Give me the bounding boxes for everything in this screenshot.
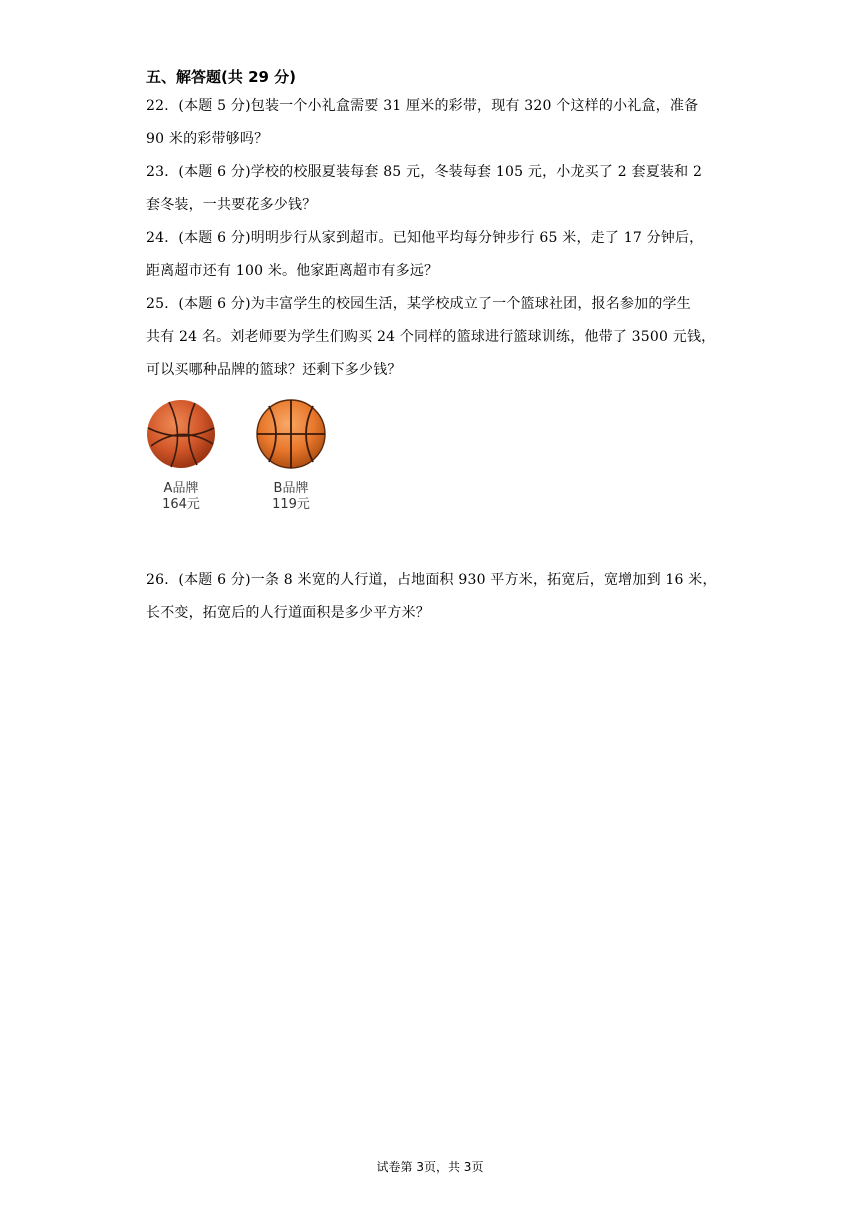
question-line: 长不变，拓宽后的人行道面积是多少平方米？ bbox=[146, 605, 430, 621]
question-24 bbox=[146, 222, 722, 288]
question-line: 24．(本题 6 分)明明步行从家到超市。已知他平均每分钟步行 65 米，走了 17 分钟后， bbox=[146, 230, 704, 246]
question-line: 可以买哪种品牌的篮球？还剩下多少钱？ bbox=[146, 362, 402, 378]
question-line: 距离超市还有 100 米。他家距离超市有多远？ bbox=[146, 263, 439, 279]
question-line: 套冬装，一共要花多少钱？ bbox=[146, 197, 317, 213]
question-line: 22．(本题 5 分)包装一个小礼盒需要 31 厘米的彩带，现有 320 个这样的小礼盒，准备 bbox=[146, 98, 699, 114]
question-26 bbox=[146, 564, 722, 630]
section-title: 五、解答题(共 29 分) bbox=[146, 68, 297, 86]
page-footer: 试卷第 3页，共 3页 bbox=[376, 1160, 484, 1174]
brand-a-price: 164元 bbox=[162, 497, 200, 512]
brand-a-label: A品牌 bbox=[163, 481, 199, 496]
question-line: 23．(本题 6 分)学校的校服夏装每套 85 元，冬装每套 105 元，小龙买了 2 套夏装和 2 bbox=[146, 164, 703, 180]
question-line: 25．(本题 6 分)为丰富学生的校园生活，某学校成立了一个篮球社团，报名参加的学生 bbox=[146, 296, 691, 312]
brand-b-price: 119元 bbox=[272, 497, 310, 512]
basketball-a-icon bbox=[145, 398, 217, 470]
basketball-brand-a bbox=[136, 398, 226, 513]
basketball-b-icon bbox=[255, 398, 327, 470]
brand-b-label: B品牌 bbox=[273, 481, 309, 496]
question-line: 90 米的彩带够吗？ bbox=[146, 131, 269, 147]
question-line: 共有 24 名。刘老师要为学生们购买 24 个同样的篮球进行篮球训练，他带了 3500 元钱， bbox=[146, 329, 716, 345]
question-25 bbox=[146, 288, 722, 387]
question-line: 26．(本题 6 分)一条 8 米宽的人行道，占地面积 930 平方米，拓宽后，宽增加到 16 米， bbox=[146, 572, 717, 588]
basketball-brand-b bbox=[246, 398, 336, 513]
question-23 bbox=[146, 156, 722, 222]
question-22 bbox=[146, 90, 722, 156]
